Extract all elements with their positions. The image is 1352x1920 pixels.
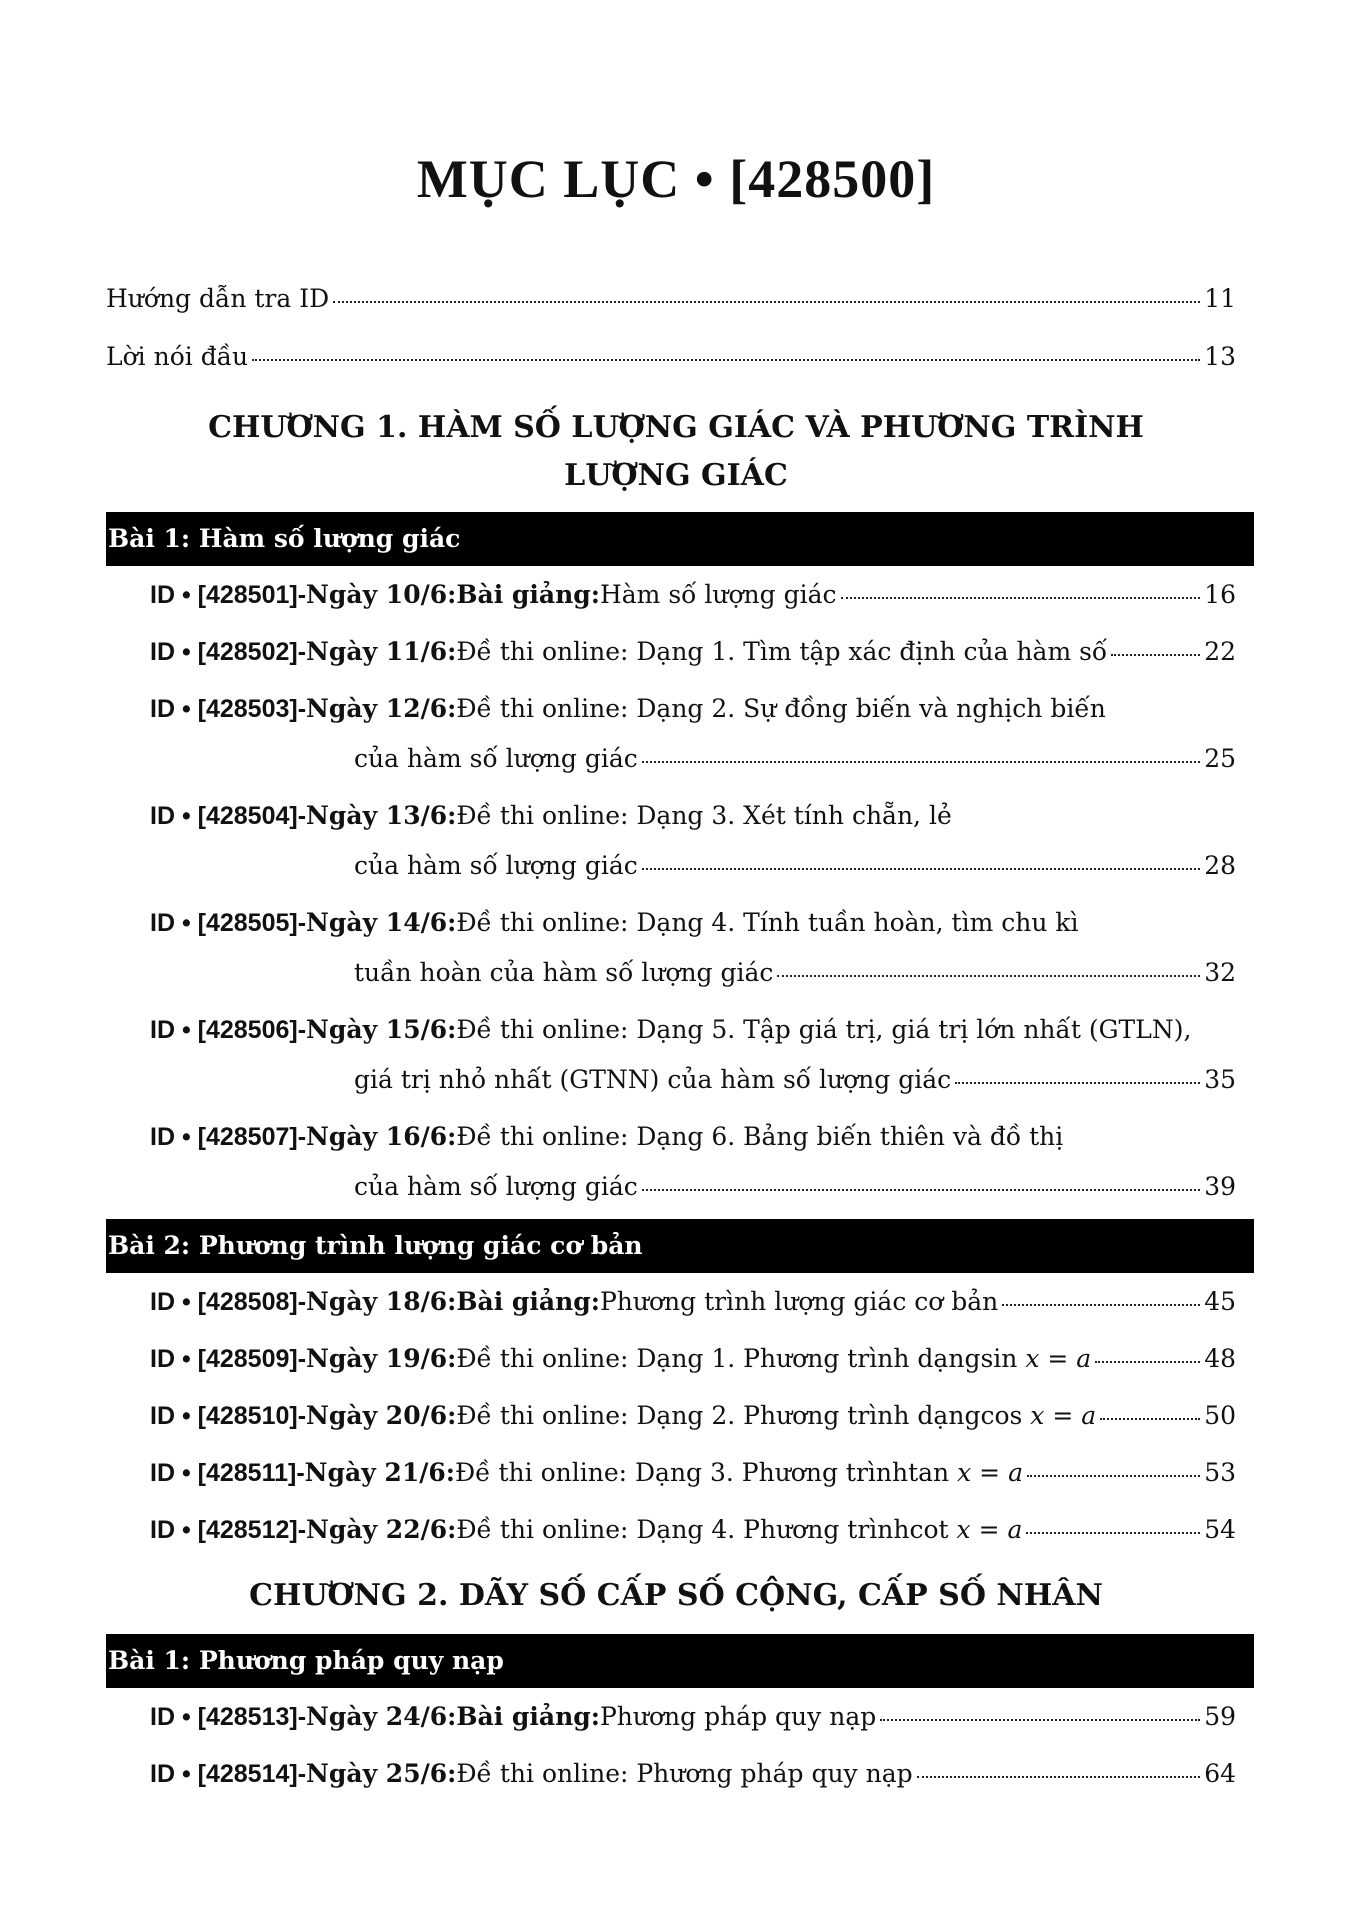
- toc-entry[interactable]: [150, 580, 1236, 610]
- entry-sep: -: [297, 1016, 307, 1044]
- toc-entry[interactable]: [150, 1515, 1236, 1545]
- math-expression: [909, 1515, 1022, 1545]
- dot-leader: [642, 868, 1200, 870]
- math-equals: =: [971, 1458, 1009, 1487]
- entry-day: Ngày 12/6:: [306, 694, 457, 723]
- entry-id: ID • [428509]: [150, 1345, 298, 1373]
- toc-entry[interactable]: [150, 1702, 1236, 1732]
- page-number: 50: [1204, 1401, 1236, 1430]
- math-rhs: a: [1076, 1344, 1092, 1373]
- toc-entry[interactable]: [150, 637, 1236, 667]
- entry-title: Phương trình lượng giác cơ bản: [599, 1287, 999, 1316]
- entry-sep: -: [297, 1516, 307, 1544]
- entry-day: Ngày 16/6:: [306, 1122, 457, 1151]
- entry-sep: -: [297, 1703, 307, 1731]
- entry-sep: -: [297, 695, 307, 723]
- chapter-title: CHƯƠNG 2. DÃY SỐ CẤP SỐ CỘNG, CẤP SỐ NHÂN: [249, 1578, 1103, 1613]
- math-function: cot: [909, 1515, 949, 1544]
- entry-id: ID • [428502]: [150, 638, 298, 666]
- math-expression: [980, 1401, 1096, 1431]
- dot-leader: [880, 1719, 1200, 1721]
- entry-id: ID • [428503]: [150, 695, 298, 723]
- entry-title: Phương pháp quy nạp: [599, 1702, 877, 1731]
- toc-entry[interactable]: [150, 1759, 1236, 1789]
- entry-sep: -: [297, 802, 307, 830]
- entry-title: Đề thi online: Dạng 1. Phương trình dạng: [456, 1344, 981, 1373]
- page-number: 11: [1204, 284, 1236, 313]
- entry-id: ID • [428505]: [150, 909, 298, 937]
- entry-day: Ngày 15/6:: [306, 1015, 457, 1044]
- dot-leader: [642, 1189, 1200, 1191]
- entry-title-cont: của hàm số lượng giác: [354, 851, 638, 880]
- entry-sep: -: [297, 1402, 307, 1430]
- page-number: 35: [1204, 1065, 1236, 1094]
- entry-sep: -: [297, 1345, 307, 1373]
- entry-title: Đề thi online: Dạng 6. Bảng biến thiên và đồ thị: [456, 1122, 1064, 1151]
- entry-sep: -: [297, 1288, 307, 1316]
- dot-leader: [252, 359, 1200, 361]
- entry-id: ID • [428508]: [150, 1288, 298, 1316]
- toc-entry[interactable]: [150, 694, 1106, 724]
- entry-id: ID • [428501]: [150, 581, 298, 609]
- entry-day: Ngày 20/6:: [306, 1401, 457, 1430]
- entry-title: Đề thi online: Dạng 2. Phương trình dạng: [456, 1401, 981, 1430]
- dot-leader: [917, 1776, 1201, 1778]
- toc-entry[interactable]: [150, 1401, 1236, 1431]
- math-variable: x: [1025, 1344, 1040, 1373]
- page-number: 39: [1204, 1172, 1236, 1201]
- dot-leader: [1095, 1361, 1200, 1363]
- chapter-title-cont: LƯỢNG GIÁC: [564, 458, 788, 493]
- math-function: tan: [908, 1458, 950, 1487]
- entry-label: Lời nói đầu: [106, 342, 249, 371]
- page-number: 45: [1204, 1287, 1236, 1316]
- entry-title: Đề thi online: Dạng 3. Phương trình: [454, 1458, 909, 1487]
- dot-leader: [642, 761, 1200, 763]
- entry-title: Đề thi online: Phương pháp quy nạp: [456, 1759, 913, 1788]
- entry-day: Ngày 21/6:: [304, 1458, 455, 1487]
- math-function: cos: [980, 1401, 1023, 1430]
- entry-label: Hướng dẫn tra ID: [106, 284, 330, 313]
- entry-id: ID • [428514]: [150, 1760, 298, 1788]
- toc-entry-cont[interactable]: [354, 744, 1236, 774]
- entry-title: Hàm số lượng giác: [599, 580, 837, 609]
- entry-title: Đề thi online: Dạng 2. Sự đồng biến và nghịch biến: [456, 694, 1106, 723]
- entry-sep: -: [297, 581, 307, 609]
- math-rhs: a: [1081, 1401, 1097, 1430]
- entry-id: ID • [428510]: [150, 1402, 298, 1430]
- page-number: 48: [1204, 1344, 1236, 1373]
- dot-leader: [777, 975, 1200, 977]
- entry-sep: -: [296, 1459, 305, 1487]
- dot-leader: [1027, 1475, 1200, 1477]
- entry-sep: -: [297, 1760, 307, 1788]
- entry-title-cont: của hàm số lượng giác: [354, 744, 638, 773]
- toc-entry[interactable]: [150, 1344, 1236, 1374]
- entry-id: ID • [428506]: [150, 1016, 298, 1044]
- entry-title-cont: tuần hoàn của hàm số lượng giác: [354, 958, 774, 987]
- page-number: 25: [1204, 744, 1236, 773]
- math-variable: x: [956, 1515, 971, 1544]
- dot-leader: [1100, 1418, 1200, 1420]
- page-title: MỤC LỤC • [428500]: [416, 149, 936, 209]
- entry-day: Ngày 10/6:: [306, 580, 457, 609]
- math-equals: =: [1039, 1344, 1077, 1373]
- toc-entry-cont[interactable]: [354, 1172, 1236, 1202]
- entry-sep: -: [297, 1123, 307, 1151]
- toc-front-entry[interactable]: [106, 284, 1236, 314]
- dot-leader: [1026, 1532, 1200, 1534]
- toc-entry-cont[interactable]: [354, 851, 1236, 881]
- entry-id: ID • [428507]: [150, 1123, 298, 1151]
- math-rhs: a: [1007, 1515, 1023, 1544]
- entry-kind: Bài giảng:: [456, 1702, 600, 1731]
- entry-title: Đề thi online: Dạng 5. Tập giá trị, giá trị lớn nhất (GTLN),: [456, 1015, 1192, 1044]
- entry-day: Ngày 11/6:: [306, 637, 457, 666]
- dot-leader: [1111, 654, 1200, 656]
- toc-entry-cont[interactable]: [354, 1065, 1236, 1095]
- toc-entry[interactable]: [150, 1122, 1063, 1152]
- math-variable: x: [1030, 1401, 1045, 1430]
- toc-entry[interactable]: [150, 801, 952, 831]
- entry-title: Đề thi online: Dạng 3. Xét tính chẵn, lẻ: [456, 801, 952, 830]
- entry-id: ID • [428513]: [150, 1703, 298, 1731]
- entry-kind: Bài giảng:: [456, 1287, 600, 1316]
- math-function: sin: [980, 1344, 1018, 1373]
- entry-day: Ngày 22/6:: [306, 1515, 457, 1544]
- entry-day: Ngày 18/6:: [306, 1287, 457, 1316]
- dot-leader: [841, 597, 1201, 599]
- page-number: 32: [1204, 958, 1236, 987]
- math-equals: =: [1044, 1401, 1082, 1430]
- toc-entry[interactable]: [150, 1287, 1236, 1317]
- entry-title: Đề thi online: Dạng 4. Tính tuần hoàn, tìm chu kì: [456, 908, 1079, 937]
- page-number: 53: [1204, 1458, 1236, 1487]
- entry-sep: -: [297, 909, 307, 937]
- dot-leader: [955, 1082, 1200, 1084]
- math-variable: x: [957, 1458, 972, 1487]
- dot-leader: [1002, 1304, 1200, 1306]
- page-number: 28: [1204, 851, 1236, 880]
- section-header: Bài 1: Hàm số lượng giác: [106, 512, 1254, 566]
- page-number: 59: [1204, 1702, 1236, 1731]
- math-expression: [980, 1344, 1091, 1374]
- entry-sep: -: [297, 638, 307, 666]
- toc-front-entry[interactable]: [106, 342, 1236, 372]
- entry-day: Ngày 19/6:: [306, 1344, 457, 1373]
- math-equals: =: [970, 1515, 1008, 1544]
- page-number: 64: [1204, 1759, 1236, 1788]
- entry-title-cont: của hàm số lượng giác: [354, 1172, 638, 1201]
- entry-id: ID • [428504]: [150, 802, 298, 830]
- page-number: 54: [1204, 1515, 1236, 1544]
- toc-entry[interactable]: [150, 1458, 1236, 1488]
- page-number: 22: [1204, 637, 1236, 666]
- entry-kind: Bài giảng:: [456, 580, 600, 609]
- section-header: Bài 2: Phương trình lượng giác cơ bản: [106, 1219, 1254, 1273]
- page-number: 16: [1204, 580, 1236, 609]
- dot-leader: [333, 301, 1200, 303]
- toc-entry[interactable]: [150, 1015, 1191, 1045]
- entry-id: ID • [428512]: [150, 1516, 298, 1544]
- section-header: Bài 1: Phương pháp quy nạp: [106, 1634, 1254, 1688]
- entry-day: Ngày 24/6:: [306, 1702, 457, 1731]
- math-expression: [908, 1458, 1023, 1488]
- chapter-title: CHƯƠNG 1. HÀM SỐ LƯỢNG GIÁC VÀ PHƯƠNG TRÌNH: [208, 410, 1144, 445]
- entry-day: Ngày 14/6:: [306, 908, 457, 937]
- entry-id: ID • [428511]: [150, 1459, 297, 1487]
- entry-day: Ngày 13/6:: [306, 801, 457, 830]
- entry-title: Đề thi online: Dạng 1. Tìm tập xác định của hàm số: [456, 637, 1108, 666]
- math-rhs: a: [1008, 1458, 1023, 1487]
- entry-title-cont: giá trị nhỏ nhất (GTNN) của hàm số lượng giác: [354, 1065, 952, 1094]
- entry-day: Ngày 25/6:: [306, 1759, 457, 1788]
- toc-entry[interactable]: [150, 908, 1079, 938]
- entry-title: Đề thi online: Dạng 4. Phương trình: [456, 1515, 910, 1544]
- toc-entry-cont[interactable]: [354, 958, 1236, 988]
- page-number: 13: [1204, 342, 1236, 371]
